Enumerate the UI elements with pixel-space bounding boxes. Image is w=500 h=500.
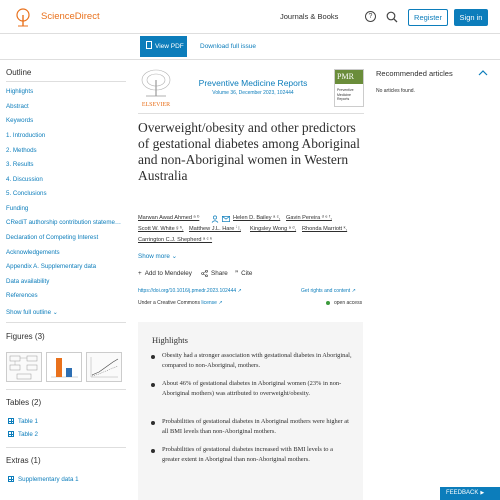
open-access-label: open access — [334, 300, 363, 306]
download-full-issue-link[interactable]: Download full issue — [200, 43, 257, 50]
highlight-item: Probabilities of gestational diabetes increased with BMI levels to a greater extent in Aboriginal than non-Aboriginal mothers. — [162, 446, 333, 463]
bullet-icon — [151, 355, 155, 359]
plus-icon: + — [138, 270, 142, 277]
show-more-link[interactable] — [138, 253, 177, 260]
author-link[interactable]: Scott W. White ᵍ ʰ, — [138, 226, 184, 232]
divider — [6, 322, 126, 323]
external-link-icon: ↗ — [351, 288, 356, 294]
outline-item-references[interactable]: References — [6, 292, 38, 299]
journal-name-link[interactable]: Preventive Medicine Reports — [198, 78, 308, 88]
figure-thumbnail-3[interactable] — [86, 352, 122, 382]
supplementary-data-label: Supplementary data 1 — [18, 476, 79, 483]
highlight-item: About 46% of gestational diabetes in Aboriginal women (23% in non-Aboriginal mothers) was attributed to overweight/obesity. — [162, 380, 342, 397]
outline-item-abstract[interactable]: Abstract — [6, 103, 29, 110]
no-articles-message: No articles found. — [376, 88, 415, 94]
chevron-down-icon: ⌄ — [171, 253, 177, 260]
register-button[interactable]: Register — [408, 9, 448, 26]
table-1-label: Table 1 — [18, 418, 38, 425]
author-link[interactable]: Kingsley Wong ᵃ ᵈ, — [250, 226, 297, 232]
outline-item-data-availability[interactable]: Data availability — [6, 278, 50, 285]
feedback-label: FEEDBACK — [446, 490, 479, 496]
highlights-title: Highlights — [152, 335, 188, 345]
view-pdf-label: View PDF — [155, 43, 184, 50]
email-icon[interactable] — [222, 216, 230, 222]
table-1-link[interactable] — [8, 418, 38, 425]
figures-title: Figures (3) — [6, 332, 45, 341]
cite-button[interactable] — [235, 270, 252, 277]
publisher-wordmark: ELSEVIER — [141, 102, 171, 108]
brand-name[interactable]: ScienceDirect — [41, 11, 100, 22]
table-2-link[interactable] — [8, 431, 38, 438]
external-link-icon: ↗ — [237, 288, 242, 294]
show-full-outline-label: Show full outline — [6, 309, 52, 316]
outline-item-keywords[interactable]: Keywords — [6, 117, 34, 124]
journal-volume-link[interactable]: Volume 36, December 2023, 102444 — [212, 90, 294, 96]
external-link-icon: ↗ — [218, 300, 223, 306]
extras-title: Extras (1) — [6, 456, 41, 465]
table-2-label: Table 2 — [18, 431, 38, 438]
author-link[interactable]: Carrington C.J. Shepherd ᵃ ᶜ ᵏ — [138, 237, 213, 243]
bullet-icon — [151, 383, 155, 387]
doi-link[interactable] — [138, 288, 242, 294]
author-link[interactable]: Marwan Awad Ahmed ᵃ ᵇ — [138, 215, 200, 221]
view-pdf-button[interactable] — [140, 36, 187, 57]
cover-letters: PMR — [337, 72, 354, 81]
sign-in-button[interactable]: Sign in — [454, 9, 488, 26]
bullet-icon — [151, 421, 155, 425]
outline-item-credit[interactable]: CRediT authorship contribution stateme… — [6, 219, 122, 226]
doi-label: https://doi.org/10.1016/j.pmedr.2023.102444 — [138, 288, 237, 294]
author-link[interactable]: Matthew J.L. Hare ⁱ ʲ, — [189, 226, 241, 232]
elsevier-publisher-logo[interactable] — [138, 68, 174, 106]
top-header — [0, 0, 500, 34]
divider — [6, 447, 126, 448]
tables-title: Tables (2) — [6, 398, 42, 407]
chevron-right-icon: ▶ — [480, 490, 485, 496]
line-chart-thumbnail-icon — [87, 353, 121, 381]
bar-chart-thumbnail-icon — [47, 353, 81, 381]
recommended-articles-title: Recommended articles — [376, 69, 453, 78]
highlight-item: Probabilities of gestational diabetes in Aboriginal mothers were higher at all BMI levels than non-Aboriginal mothers. — [162, 418, 349, 435]
elsevier-tree-logo[interactable] — [13, 7, 33, 27]
outline-item-highlights[interactable]: Highlights — [6, 88, 34, 95]
highlight-item: Obesity had a stronger association with gestational diabetes in Aboriginal, compared to non-Aboriginal, mothers. — [162, 352, 352, 369]
outline-item-funding[interactable]: Funding — [6, 205, 29, 212]
journal-cover-image[interactable] — [334, 69, 364, 107]
author-link[interactable]: Helen D. Bailey ᵃ ᶜ, — [233, 215, 281, 221]
cover-subtitle: Preventive Medicine Reports — [337, 88, 354, 101]
license-link[interactable]: license — [201, 300, 217, 306]
add-to-mendeley-label: Add to Mendeley — [144, 270, 192, 277]
license-text — [138, 300, 223, 306]
outline-item-appendix[interactable]: Appendix A. Supplementary data — [6, 263, 97, 270]
author-link[interactable]: Rhonda Marriott ᵏ, — [302, 226, 348, 232]
divider — [6, 81, 126, 82]
add-to-mendeley-button[interactable] — [138, 270, 192, 277]
rights-label: Get rights and content — [301, 288, 351, 294]
share-button[interactable] — [201, 270, 228, 277]
chevron-down-icon: ⌄ — [52, 310, 58, 316]
quote-icon: ” — [235, 270, 239, 277]
elsevier-tree-icon — [138, 68, 174, 98]
pdf-icon — [146, 41, 152, 49]
license-prefix: Under a Creative Commons — [138, 300, 200, 306]
help-icon[interactable]: ? — [365, 11, 376, 22]
feedback-button[interactable] — [440, 487, 500, 500]
divider — [6, 389, 126, 390]
show-more-label: Show more — [138, 253, 170, 260]
outline-item-discussion[interactable]: 4. Discussion — [6, 176, 43, 183]
outline-title: Outline — [6, 68, 32, 77]
table-icon — [8, 418, 14, 424]
outline-item-methods[interactable]: 2. Methods — [6, 147, 37, 154]
open-access-icon — [326, 301, 330, 305]
article-toolbar — [0, 34, 500, 60]
share-icon — [201, 270, 208, 277]
article-title: Overweight/obesity and other predictors of gestational diabetes among Aboriginal and non-Aboriginal women in Western Australia — [138, 120, 360, 183]
chevron-up-icon[interactable] — [478, 69, 488, 77]
outline-item-competing-interest[interactable]: Declaration of Competing Interest — [6, 234, 99, 241]
share-label: Share — [211, 270, 228, 278]
cite-label: Cite — [241, 270, 253, 277]
outline-item-introduction[interactable]: 1. Introduction — [6, 132, 46, 139]
flowchart-thumbnail-icon — [7, 353, 41, 381]
highlights-box — [138, 322, 363, 500]
divider — [138, 113, 364, 114]
outline-item-results[interactable]: 3. Results — [6, 161, 34, 168]
journals-books-link[interactable]: Journals & Books — [280, 12, 339, 21]
author-link[interactable]: Gavin Pereira ᵈ ᵉ ᶠ, — [286, 215, 332, 221]
supplementary-data-link[interactable] — [8, 476, 79, 483]
outline-item-acknowledgements[interactable]: Acknowledgements — [6, 249, 60, 256]
figure-thumbnail-1[interactable] — [6, 352, 42, 382]
search-icon[interactable] — [385, 10, 399, 24]
figure-thumbnail-2[interactable] — [46, 352, 82, 382]
bullet-icon — [151, 449, 155, 453]
person-icon[interactable] — [211, 215, 219, 223]
file-icon — [8, 476, 14, 482]
show-full-outline-link[interactable] — [6, 309, 58, 316]
rights-link[interactable] — [301, 288, 356, 294]
table-icon — [8, 431, 14, 437]
outline-item-conclusions[interactable]: 5. Conclusions — [6, 190, 47, 197]
